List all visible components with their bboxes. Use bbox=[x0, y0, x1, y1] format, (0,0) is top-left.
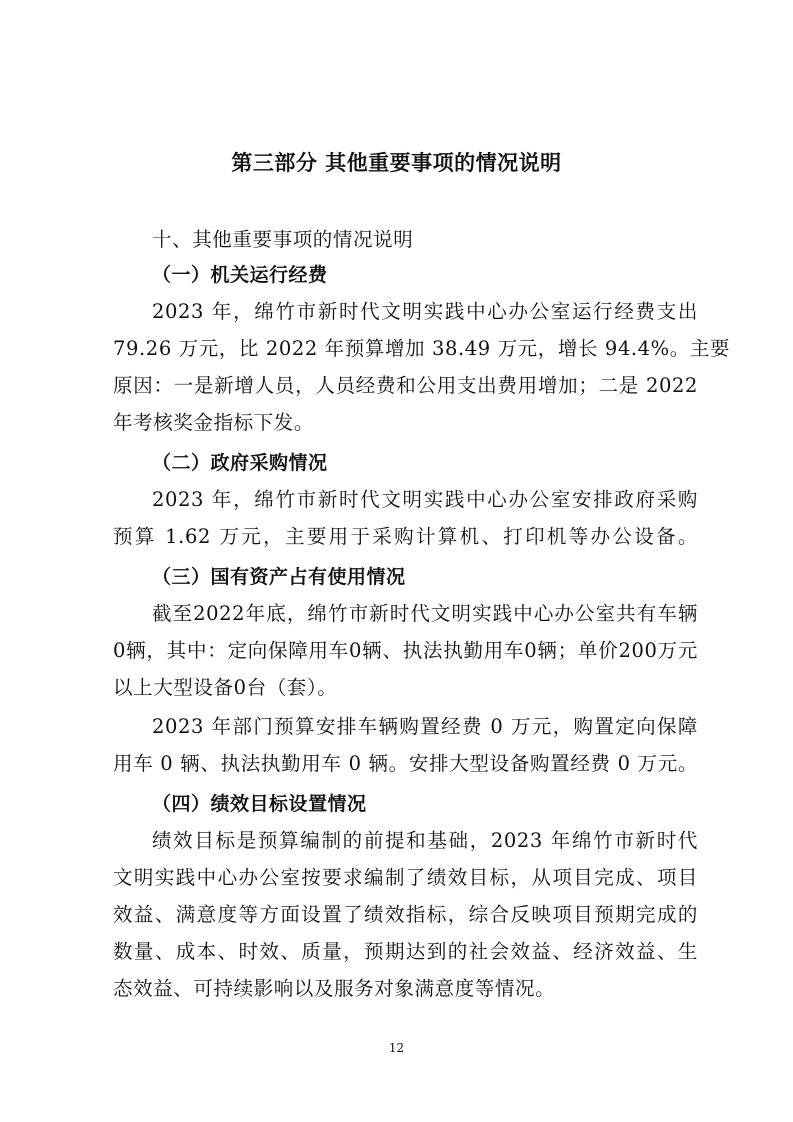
paragraph-line: 2023 年，绵竹市新时代文明实践中心办公室运行经费支出 bbox=[152, 300, 698, 323]
paragraph-line: 效益、满意度等方面设置了绩效指标，综合反映项目预期完成的 bbox=[113, 903, 698, 926]
paragraph-line: 截至2022年底，绵竹市新时代文明实践中心办公室共有车辆 bbox=[152, 602, 698, 625]
page-number: 12 bbox=[388, 1041, 405, 1055]
paragraph-line: 态效益、可持续影响以及服务对象满意度等情况。 bbox=[113, 977, 556, 1000]
subsection-heading-performance-goals: （四）绩效目标设置情况 bbox=[152, 793, 367, 815]
paragraph-line: 绩效目标是预算编制的前提和基础，2023 年绵竹市新时代 bbox=[152, 829, 698, 852]
paragraph-line: 数量、成本、时效、质量，预期达到的社会效益、经济效益、生 bbox=[113, 940, 698, 963]
paragraph-line: 年考核奖金指标下发。 bbox=[113, 411, 315, 434]
paragraph-line: 0辆，其中：定向保障用车0辆、执法执勤用车0辆；单价200万元 bbox=[113, 639, 698, 662]
paragraph-line: 79.26 万元，比 2022 年预算增加 38.49 万元，增长 94.4%。主要 bbox=[113, 337, 731, 360]
page-title: 第三部分 其他重要事项的情况说明 bbox=[231, 151, 562, 175]
subsection-heading-state-assets: （三）国有资产占有使用情况 bbox=[152, 566, 406, 588]
subsection-heading-procurement: （二）政府采购情况 bbox=[152, 452, 328, 474]
paragraph-line: 2023 年，绵竹市新时代文明实践中心办公室安排政府采购 bbox=[152, 488, 698, 511]
subsection-heading-operating-expenses: （一）机关运行经费 bbox=[152, 264, 328, 286]
paragraph-line: 原因：一是新增人员，人员经费和公用支出费用增加；二是 2022 bbox=[113, 374, 698, 397]
paragraph-line: 2023 年部门预算安排车辆购置经费 0 万元，购置定向保障 bbox=[152, 715, 698, 738]
paragraph-line: 用车 0 辆、执法执勤用车 0 辆。安排大型设备购置经费 0 万元。 bbox=[113, 752, 698, 775]
paragraph-line: 文明实践中心办公室按要求编制了绩效目标，从项目完成、项目 bbox=[113, 866, 698, 889]
paragraph-line: 以上大型设备0台（套）。 bbox=[113, 676, 338, 699]
section-title: 十、其他重要事项的情况说明 bbox=[152, 228, 414, 251]
paragraph-line: 预算 1.62 万元，主要用于采购计算机、打印机等办公设备。 bbox=[113, 525, 698, 548]
